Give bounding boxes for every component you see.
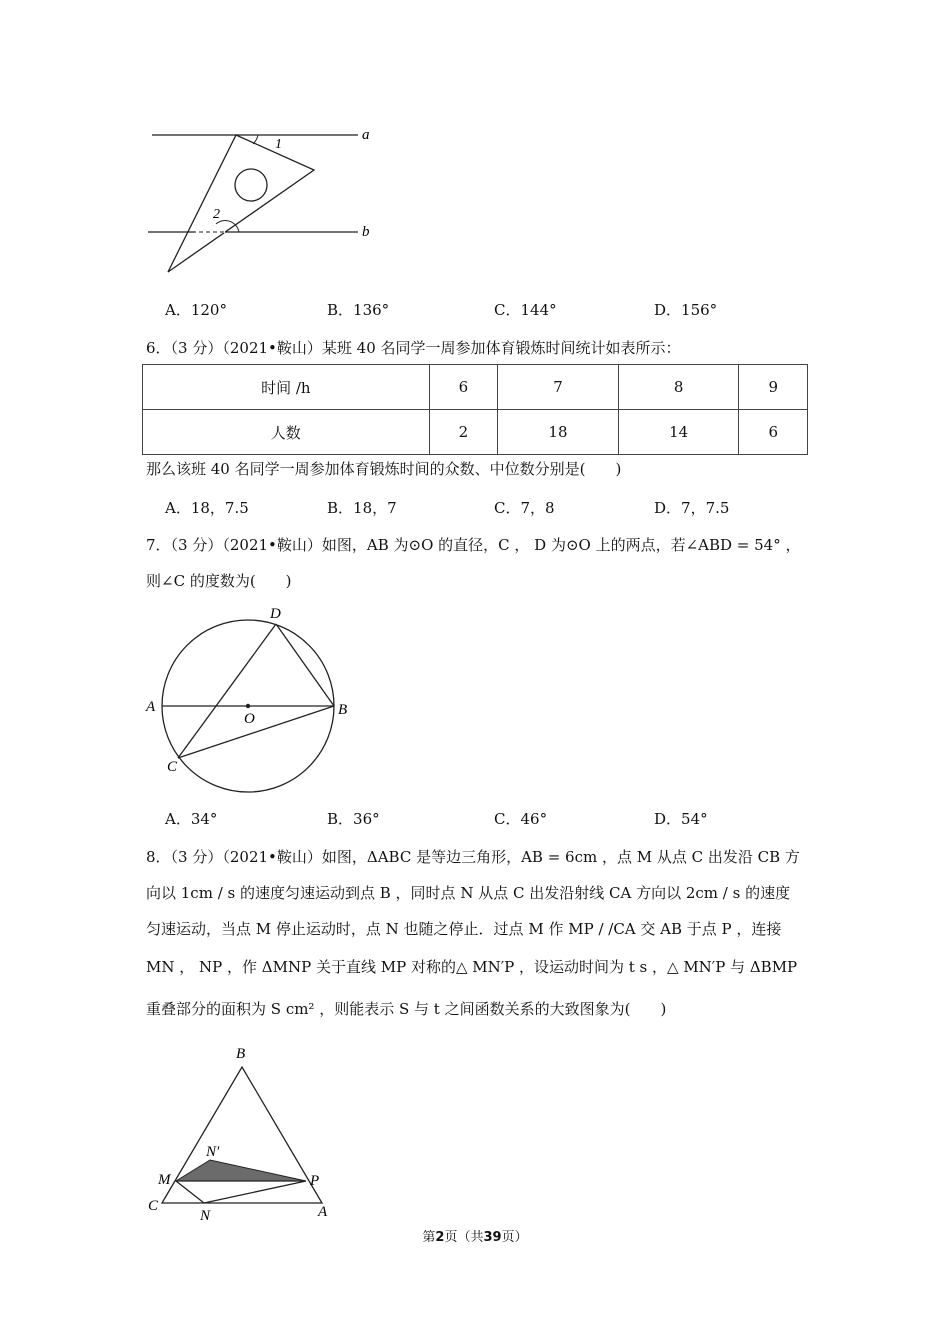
q8-line-1: 8．（3 分）（2021•鞍山）如图，ΔABC 是等边三角形，AB = 6cm ，点 M 从点 C 出发沿 CB 方 [146,848,800,866]
table-cell: 6 [429,365,498,410]
label-M: M [158,1172,171,1188]
label-P: P [310,1173,320,1189]
q6-table [142,364,808,455]
q5-option-d[interactable]: D．156° [654,301,718,319]
table-cell: 9 [739,365,808,410]
table-row [143,365,808,410]
table-cell: 6 [739,410,808,455]
label-angle1: 1 [275,137,282,152]
q7-stem-line2: 则∠C 的度数为( ) [146,572,292,590]
chord-db [276,624,334,706]
q6-option-d[interactable]: D．7，7.5 [654,499,730,517]
q8-line-3: 匀速运动，当点 M 停止运动时，点 N 也随之停止．过点 M 作 MP / /CA 交 AB 于点 P ，连接 [146,920,782,938]
table-cell: 2 [429,410,498,455]
q5-figure [140,120,380,280]
q6-stem: 6．（3 分）（2021•鞍山）某班 40 名同学一周参加体育锻炼时间统计如表所示： [146,339,681,357]
footer-suffix: 页） [501,1230,528,1245]
q6-option-b[interactable]: B．18，7 [327,499,397,517]
footer-page-number: 2 [435,1230,445,1245]
q5-option-c[interactable]: C．144° [494,301,557,319]
table-cell: 7 [498,365,619,410]
q7-option-d[interactable]: D．54° [654,810,708,828]
q8-line-4: MN ， NP ，作 ΔMNP 关于直线 MP 对称的△ MN′P ，设运动时间为 t s ，△ MN′P 与 ΔBMP [146,958,798,976]
label-angle2: 2 [213,207,220,222]
q7-option-c[interactable]: C．46° [494,810,548,828]
label-B: B [338,702,348,718]
label-C: C [148,1198,159,1214]
table-cell: 人数 [143,410,430,455]
footer-total-pages: 39 [483,1230,502,1245]
q7-option-a[interactable]: A．34° [165,810,218,828]
ruler-hole [235,169,267,201]
label-b: b [362,224,370,240]
shaded-region [176,1160,306,1181]
q5-option-b[interactable]: B．136° [327,301,390,319]
q8-line-2: 向以 1cm / s 的速度匀速运动到点 B ，同时点 N 从点 C 出发沿射线 CA 方向以 2cm / s 的速度 [146,884,791,902]
table-cell: 18 [498,410,619,455]
chord-cb [178,706,334,758]
label-N: N [200,1208,211,1224]
triangle-ruler [168,135,314,272]
label-A: A [146,699,156,715]
table-cell: 14 [618,410,739,455]
label-a: a [362,127,370,143]
q8-line-5: 重叠部分的面积为 S cm² ，则能表示 S 与 t 之间函数关系的大致图象为( ) [146,1000,667,1018]
label-O: O [244,711,255,727]
q6-question: 那么该班 40 名同学一周参加体育锻炼时间的众数、中位数分别是( ) [146,460,622,478]
label-A: A [318,1204,328,1220]
q7-stem-line1: 7．（3 分）（2021•鞍山）如图，AB 为⊙O 的直径，C ， D 为⊙O 上的两点，若∠ABD = 54° ， [146,536,801,554]
table-cell: 时间 /h [143,365,430,410]
table-cell: 8 [618,365,739,410]
center-point [246,704,250,708]
label-D: D [270,606,281,622]
label-N-prime: N′ [206,1144,220,1160]
page-footer [0,1226,950,1245]
footer-prefix: 第 [422,1230,436,1245]
q7-figure [140,598,360,798]
chord-cd [178,624,276,758]
angle1-arc [253,135,258,144]
label-C: C [167,759,178,775]
segment-mn [176,1181,204,1203]
q7-option-b[interactable]: B．36° [327,810,380,828]
table-row [143,410,808,455]
footer-middle: 页（共 [444,1230,484,1245]
q5-option-a[interactable]: A．120° [165,301,227,319]
q6-option-a[interactable]: A．18，7.5 [165,499,249,517]
q6-option-c[interactable]: C．7，8 [494,499,555,517]
segment-np [204,1181,306,1203]
q8-figure [140,1040,350,1225]
label-B: B [236,1046,246,1062]
